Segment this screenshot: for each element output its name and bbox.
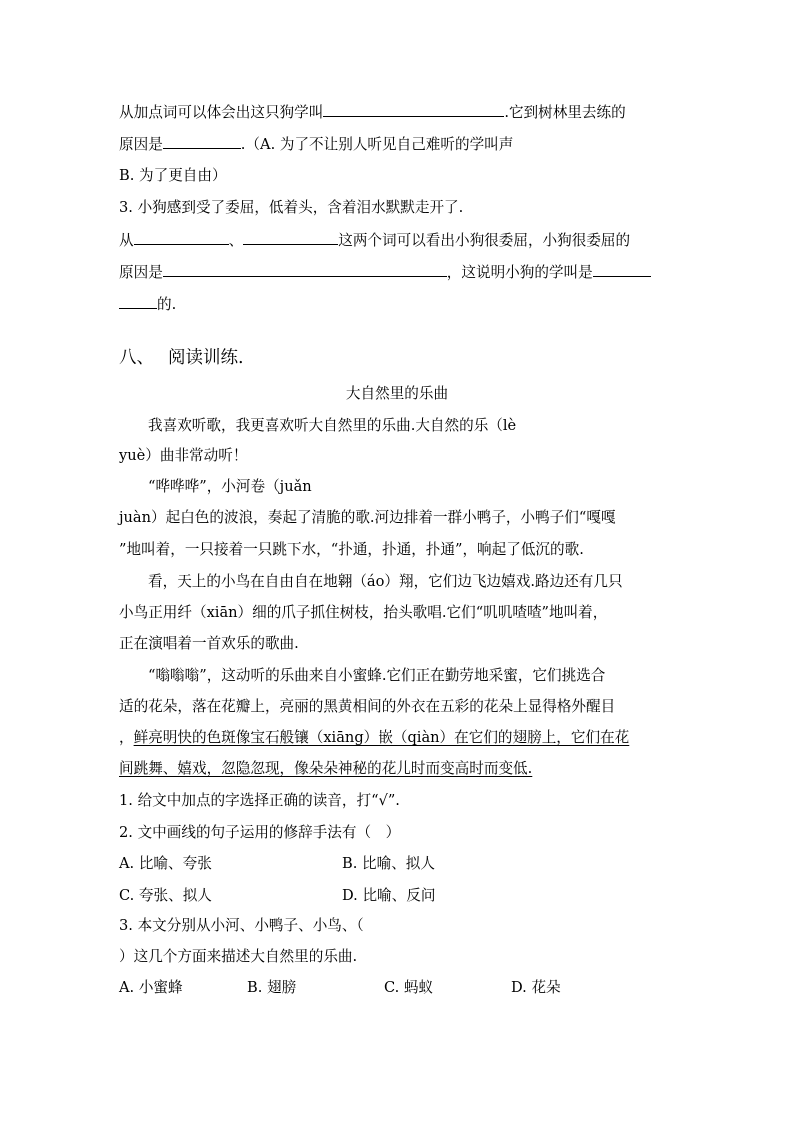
passage-line: [119, 728, 629, 748]
passage-text: ，: [119, 729, 134, 746]
question-text: 、: [228, 232, 244, 249]
section-heading: [119, 348, 244, 368]
option-c[interactable]: C. 夸张、拟人: [119, 887, 212, 904]
question-line: [119, 102, 626, 123]
answer-blank[interactable]: [593, 262, 651, 277]
option-c[interactable]: C. 蚂蚁: [384, 979, 434, 996]
answer-blank[interactable]: [163, 262, 447, 277]
answer-blank[interactable]: [119, 294, 157, 309]
answer-blank[interactable]: [323, 102, 504, 117]
question-line: 1. 给文中加点的字选择正确的读音，打“√”.: [119, 792, 400, 809]
question-option: B. 为了更自由）: [119, 167, 227, 184]
section-number: 八、: [119, 348, 154, 368]
question-text: .（A. 为了不让别人听见自己难听的学叫声: [240, 136, 514, 153]
option-b[interactable]: B. 翅膀: [247, 979, 297, 996]
question-text: 的.: [157, 296, 177, 313]
underlined-sentence: 鲜亮明快的色斑像宝石般镶（xiāng）嵌（qiàn）在它们的翅膀上，它们在花: [133, 729, 630, 746]
passage-line: “嗡嗡嗡”，这动听的乐曲来自小蜜蜂.它们正在勤劳地采蜜，它们挑选合: [148, 667, 606, 684]
passage-title: 大自然里的乐曲: [345, 385, 449, 402]
question-text: 原因是: [119, 264, 163, 281]
underlined-sentence: 间跳舞、嬉戏，忽隐忽现，像朵朵神秘的花儿时而变高时而变低.: [119, 760, 533, 777]
answer-blank[interactable]: [134, 230, 229, 245]
passage-line: juàn）起白色的波浪，奏起了清脆的歌.河边排着一群小鸭子，小鸭子们“嘎嘎: [119, 509, 616, 526]
passage-line: 看，天上的小鸟在自由自在地翱（áo）翔，它们边飞边嬉戏.路边还有几只: [148, 573, 623, 590]
option-d[interactable]: D. 花朵: [511, 979, 561, 996]
passage-line: 正在演唱着一首欢乐的歌曲.: [119, 635, 299, 652]
question-text: 从: [119, 232, 134, 249]
passage-line: “哗哗哗”，小河卷（juǎn: [148, 478, 312, 495]
question-line: [119, 294, 176, 315]
question-text: 从加点词可以体会出这只狗学叫: [119, 104, 324, 121]
passage-line: ”地叫着，一只接着一只跳下水，“扑通，扑通，扑通”，响起了低沉的歌.: [119, 541, 584, 558]
option-a[interactable]: A. 比喻、夸张: [119, 855, 212, 872]
question-line: [119, 262, 651, 283]
passage-line: 我喜欢听歌，我更喜欢听大自然里的乐曲.大自然的乐（lè: [148, 417, 517, 434]
question-text: 原因是: [119, 136, 163, 153]
section-title: 阅读训练.: [168, 348, 244, 368]
option-d[interactable]: D. 比喻、反问: [342, 887, 436, 904]
option-b[interactable]: B. 比喻、拟人: [342, 855, 435, 872]
question-line: [119, 134, 513, 155]
passage-line: yuè）曲非常动听！: [119, 447, 248, 464]
answer-blank[interactable]: [243, 230, 338, 245]
passage-line: 适的花朵，落在花瓣上，亮丽的黑黄相间的外衣在五彩的花朵上显得格外醒目: [119, 698, 616, 715]
question-text: .它到树林里去练的: [504, 104, 626, 121]
question-line: 3. 小狗感到受了委屈，低着头，含着泪水默默走开了.: [119, 199, 464, 216]
passage-line: [119, 759, 532, 779]
question-line: 3. 本文分别从小河、小鸭子、小鸟、（: [119, 917, 364, 934]
option-a[interactable]: A. 小蜜蜂: [119, 979, 183, 996]
passage-line: 小鸟正用纤（xiān）细的爪子抓住树枝，抬头歌唱.它们“叽叽喳喳”地叫着，: [119, 604, 608, 621]
question-text: 这两个词可以看出小狗很委屈，小狗很委屈的: [338, 232, 631, 249]
question-text: ，这说明小狗的学叫是: [446, 264, 593, 281]
answer-blank[interactable]: [163, 134, 241, 149]
question-line: 2. 文中画线的句子运用的修辞手法有（ ）: [119, 824, 401, 841]
question-line: [119, 230, 630, 251]
question-line: ）这几个方面来描述大自然里的乐曲.: [119, 948, 358, 965]
